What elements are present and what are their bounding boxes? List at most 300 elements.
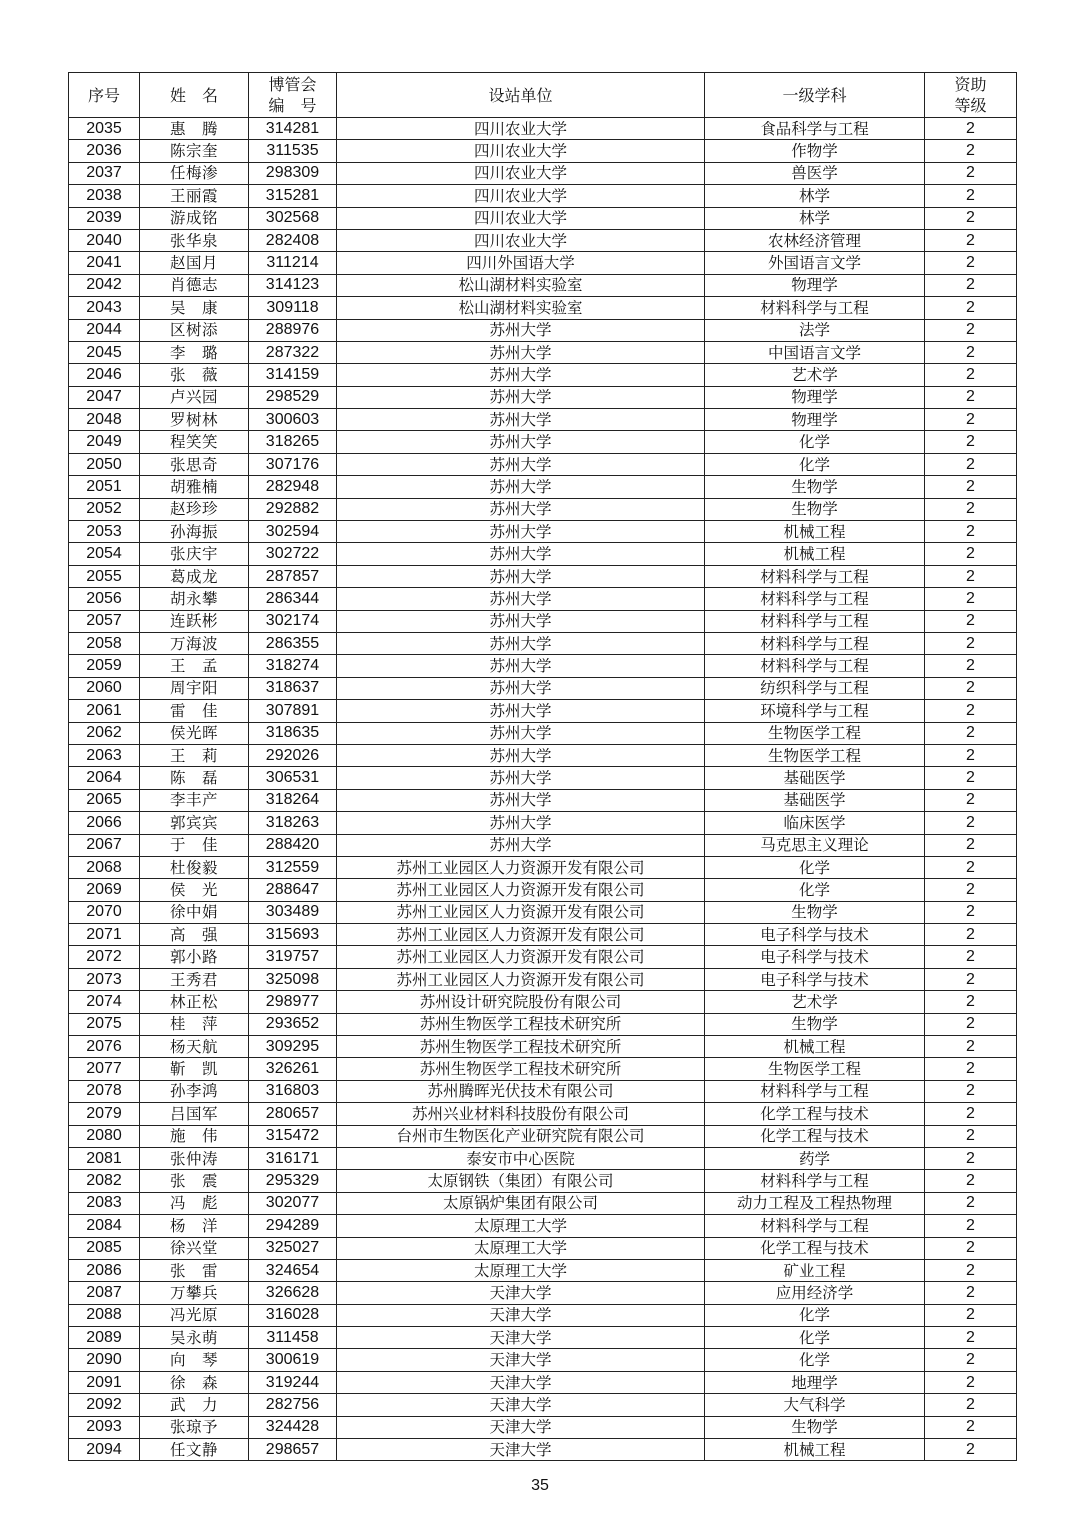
cell-seq: 2056 bbox=[69, 588, 140, 610]
cell-seq: 2066 bbox=[69, 812, 140, 834]
cell-grade: 2 bbox=[925, 677, 1017, 699]
table-row bbox=[69, 1036, 1017, 1058]
cell-code: 318265 bbox=[249, 431, 337, 453]
cell-name: 张 雷 bbox=[140, 1259, 249, 1281]
cell-subject: 应用经济学 bbox=[705, 1282, 925, 1304]
cell-name: 赵国月 bbox=[140, 252, 249, 274]
cell-name: 徐中娟 bbox=[140, 901, 249, 923]
cell-name: 胡雅楠 bbox=[140, 476, 249, 498]
cell-name: 侯光晖 bbox=[140, 722, 249, 744]
cell-code: 318263 bbox=[249, 812, 337, 834]
cell-subject: 基础医学 bbox=[705, 789, 925, 811]
cell-seq: 2067 bbox=[69, 834, 140, 856]
table-row bbox=[69, 655, 1017, 677]
cell-name: 徐兴堂 bbox=[140, 1237, 249, 1259]
table-header bbox=[69, 73, 1017, 118]
cell-unit: 天津大学 bbox=[337, 1394, 705, 1416]
cell-grade: 2 bbox=[925, 901, 1017, 923]
cell-grade: 2 bbox=[925, 207, 1017, 229]
cell-subject: 机械工程 bbox=[705, 1439, 925, 1461]
cell-grade: 2 bbox=[925, 588, 1017, 610]
cell-subject: 化学 bbox=[705, 1327, 925, 1349]
cell-code: 298309 bbox=[249, 162, 337, 184]
cell-code: 292026 bbox=[249, 744, 337, 766]
cell-unit: 苏州大学 bbox=[337, 453, 705, 475]
cell-unit: 太原理工大学 bbox=[337, 1237, 705, 1259]
table-row bbox=[69, 1416, 1017, 1438]
cell-grade: 2 bbox=[925, 1259, 1017, 1281]
cell-grade: 2 bbox=[925, 1215, 1017, 1237]
cell-grade: 2 bbox=[925, 274, 1017, 296]
cell-subject: 生物学 bbox=[705, 901, 925, 923]
table-row bbox=[69, 565, 1017, 587]
cell-code: 311535 bbox=[249, 140, 337, 162]
cell-code: 315281 bbox=[249, 185, 337, 207]
table-row bbox=[69, 1327, 1017, 1349]
cell-unit: 苏州大学 bbox=[337, 789, 705, 811]
cell-subject: 外国语言文学 bbox=[705, 252, 925, 274]
cell-name: 王秀君 bbox=[140, 968, 249, 990]
cell-seq: 2038 bbox=[69, 185, 140, 207]
cell-unit: 苏州大学 bbox=[337, 744, 705, 766]
cell-grade: 2 bbox=[925, 789, 1017, 811]
cell-subject: 材料科学与工程 bbox=[705, 297, 925, 319]
cell-unit: 苏州大学 bbox=[337, 521, 705, 543]
cell-name: 惠 腾 bbox=[140, 118, 249, 140]
cell-unit: 苏州大学 bbox=[337, 767, 705, 789]
table-row bbox=[69, 1103, 1017, 1125]
cell-name: 罗树林 bbox=[140, 409, 249, 431]
cell-seq: 2048 bbox=[69, 409, 140, 431]
cell-grade: 2 bbox=[925, 498, 1017, 520]
cell-unit: 台州市生物医化产业研究院有限公司 bbox=[337, 1125, 705, 1147]
cell-code: 300619 bbox=[249, 1349, 337, 1371]
cell-subject: 材料科学与工程 bbox=[705, 565, 925, 587]
cell-unit: 四川外国语大学 bbox=[337, 252, 705, 274]
cell-unit: 四川农业大学 bbox=[337, 229, 705, 251]
cell-seq: 2092 bbox=[69, 1394, 140, 1416]
cell-name: 郭宾宾 bbox=[140, 812, 249, 834]
cell-code: 315472 bbox=[249, 1125, 337, 1147]
cell-grade: 2 bbox=[925, 879, 1017, 901]
cell-seq: 2073 bbox=[69, 968, 140, 990]
cell-code: 303489 bbox=[249, 901, 337, 923]
cell-unit: 四川农业大学 bbox=[337, 140, 705, 162]
cell-code: 314123 bbox=[249, 274, 337, 296]
cell-name: 侯 光 bbox=[140, 879, 249, 901]
table-row bbox=[69, 1215, 1017, 1237]
cell-name: 赵珍珍 bbox=[140, 498, 249, 520]
table-row bbox=[69, 140, 1017, 162]
table-row bbox=[69, 498, 1017, 520]
table-row bbox=[69, 879, 1017, 901]
cell-subject: 艺术学 bbox=[705, 364, 925, 386]
cell-name: 吴永萌 bbox=[140, 1327, 249, 1349]
cell-unit: 苏州工业园区人力资源开发有限公司 bbox=[337, 968, 705, 990]
cell-code: 325098 bbox=[249, 968, 337, 990]
cell-name: 李 璐 bbox=[140, 341, 249, 363]
header-subject: 一级学科 bbox=[705, 73, 925, 118]
table-row bbox=[69, 1125, 1017, 1147]
table-row bbox=[69, 632, 1017, 654]
cell-name: 区树添 bbox=[140, 319, 249, 341]
cell-subject: 兽医学 bbox=[705, 162, 925, 184]
cell-name: 任文静 bbox=[140, 1439, 249, 1461]
cell-unit: 天津大学 bbox=[337, 1282, 705, 1304]
cell-seq: 2061 bbox=[69, 700, 140, 722]
cell-grade: 2 bbox=[925, 453, 1017, 475]
table-row bbox=[69, 274, 1017, 296]
cell-unit: 太原理工大学 bbox=[337, 1215, 705, 1237]
cell-subject: 农林经济管理 bbox=[705, 229, 925, 251]
cell-code: 306531 bbox=[249, 767, 337, 789]
cell-code: 324428 bbox=[249, 1416, 337, 1438]
cell-unit: 苏州生物医学工程技术研究所 bbox=[337, 1036, 705, 1058]
cell-subject: 化学工程与技术 bbox=[705, 1237, 925, 1259]
cell-code: 318264 bbox=[249, 789, 337, 811]
cell-code: 294289 bbox=[249, 1215, 337, 1237]
cell-seq: 2082 bbox=[69, 1170, 140, 1192]
cell-unit: 苏州大学 bbox=[337, 834, 705, 856]
cell-seq: 2047 bbox=[69, 386, 140, 408]
cell-grade: 2 bbox=[925, 1036, 1017, 1058]
cell-subject: 中国语言文学 bbox=[705, 341, 925, 363]
cell-subject: 生物学 bbox=[705, 476, 925, 498]
table-row bbox=[69, 700, 1017, 722]
header-row bbox=[69, 73, 1017, 118]
cell-name: 冯光原 bbox=[140, 1304, 249, 1326]
cell-code: 318274 bbox=[249, 655, 337, 677]
table-row bbox=[69, 677, 1017, 699]
cell-code: 288420 bbox=[249, 834, 337, 856]
cell-subject: 矿业工程 bbox=[705, 1259, 925, 1281]
cell-unit: 苏州生物医学工程技术研究所 bbox=[337, 1013, 705, 1035]
cell-code: 298977 bbox=[249, 991, 337, 1013]
cell-code: 326628 bbox=[249, 1282, 337, 1304]
cell-unit: 苏州大学 bbox=[337, 476, 705, 498]
cell-seq: 2060 bbox=[69, 677, 140, 699]
cell-subject: 作物学 bbox=[705, 140, 925, 162]
cell-name: 葛成龙 bbox=[140, 565, 249, 587]
cell-seq: 2076 bbox=[69, 1036, 140, 1058]
table-row bbox=[69, 924, 1017, 946]
cell-unit: 苏州大学 bbox=[337, 431, 705, 453]
cell-unit: 四川农业大学 bbox=[337, 185, 705, 207]
cell-subject: 材料科学与工程 bbox=[705, 610, 925, 632]
cell-grade: 2 bbox=[925, 812, 1017, 834]
cell-name: 冯 彪 bbox=[140, 1192, 249, 1214]
cell-seq: 2037 bbox=[69, 162, 140, 184]
cell-subject: 材料科学与工程 bbox=[705, 588, 925, 610]
cell-seq: 2063 bbox=[69, 744, 140, 766]
table-row bbox=[69, 1349, 1017, 1371]
cell-subject: 物理学 bbox=[705, 409, 925, 431]
header-unit: 设站单位 bbox=[337, 73, 705, 118]
cell-unit: 苏州大学 bbox=[337, 498, 705, 520]
cell-subject: 物理学 bbox=[705, 386, 925, 408]
cell-code: 318637 bbox=[249, 677, 337, 699]
table-row bbox=[69, 834, 1017, 856]
header-name: 姓 名 bbox=[140, 73, 249, 118]
cell-subject: 法学 bbox=[705, 319, 925, 341]
cell-seq: 2039 bbox=[69, 207, 140, 229]
cell-code: 292882 bbox=[249, 498, 337, 520]
cell-name: 游成铭 bbox=[140, 207, 249, 229]
cell-code: 286344 bbox=[249, 588, 337, 610]
cell-code: 286355 bbox=[249, 632, 337, 654]
cell-subject: 机械工程 bbox=[705, 543, 925, 565]
cell-code: 282408 bbox=[249, 229, 337, 251]
cell-grade: 2 bbox=[925, 632, 1017, 654]
cell-subject: 化学 bbox=[705, 879, 925, 901]
cell-seq: 2080 bbox=[69, 1125, 140, 1147]
cell-grade: 2 bbox=[925, 1327, 1017, 1349]
cell-seq: 2074 bbox=[69, 991, 140, 1013]
cell-code: 309295 bbox=[249, 1036, 337, 1058]
cell-grade: 2 bbox=[925, 744, 1017, 766]
header-code-line2: 编 号 bbox=[268, 96, 317, 115]
cell-grade: 2 bbox=[925, 1371, 1017, 1393]
cell-unit: 苏州工业园区人力资源开发有限公司 bbox=[337, 856, 705, 878]
table-row bbox=[69, 1147, 1017, 1169]
cell-seq: 2065 bbox=[69, 789, 140, 811]
cell-code: 325027 bbox=[249, 1237, 337, 1259]
cell-code: 280657 bbox=[249, 1103, 337, 1125]
cell-grade: 2 bbox=[925, 1237, 1017, 1259]
cell-code: 312559 bbox=[249, 856, 337, 878]
cell-grade: 2 bbox=[925, 1349, 1017, 1371]
cell-grade: 2 bbox=[925, 140, 1017, 162]
cell-name: 张庆宇 bbox=[140, 543, 249, 565]
cell-subject: 生物医学工程 bbox=[705, 744, 925, 766]
cell-grade: 2 bbox=[925, 1103, 1017, 1125]
cell-subject: 化学 bbox=[705, 453, 925, 475]
cell-grade: 2 bbox=[925, 386, 1017, 408]
cell-seq: 2079 bbox=[69, 1103, 140, 1125]
cell-code: 298657 bbox=[249, 1439, 337, 1461]
cell-subject: 电子科学与技术 bbox=[705, 924, 925, 946]
cell-grade: 2 bbox=[925, 252, 1017, 274]
cell-unit: 苏州大学 bbox=[337, 610, 705, 632]
cell-grade: 2 bbox=[925, 1394, 1017, 1416]
cell-unit: 太原锅炉集团有限公司 bbox=[337, 1192, 705, 1214]
cell-seq: 2083 bbox=[69, 1192, 140, 1214]
cell-code: 302174 bbox=[249, 610, 337, 632]
header-code-line1: 博管会 bbox=[268, 75, 317, 94]
table-row bbox=[69, 744, 1017, 766]
cell-name: 陈宗奎 bbox=[140, 140, 249, 162]
cell-grade: 2 bbox=[925, 1170, 1017, 1192]
cell-name: 王丽霞 bbox=[140, 185, 249, 207]
cell-unit: 苏州生物医学工程技术研究所 bbox=[337, 1058, 705, 1080]
cell-subject: 电子科学与技术 bbox=[705, 946, 925, 968]
cell-grade: 2 bbox=[925, 1282, 1017, 1304]
cell-name: 林正松 bbox=[140, 991, 249, 1013]
cell-code: 282948 bbox=[249, 476, 337, 498]
cell-code: 307891 bbox=[249, 700, 337, 722]
table-row bbox=[69, 118, 1017, 140]
cell-unit: 松山湖材料实验室 bbox=[337, 274, 705, 296]
cell-name: 周宇阳 bbox=[140, 677, 249, 699]
cell-name: 郭小路 bbox=[140, 946, 249, 968]
table-row bbox=[69, 1439, 1017, 1461]
header-code bbox=[249, 73, 337, 118]
table-row bbox=[69, 1237, 1017, 1259]
cell-unit: 苏州大学 bbox=[337, 386, 705, 408]
cell-code: 324654 bbox=[249, 1259, 337, 1281]
cell-subject: 林学 bbox=[705, 185, 925, 207]
cell-seq: 2052 bbox=[69, 498, 140, 520]
cell-code: 311458 bbox=[249, 1327, 337, 1349]
cell-seq: 2094 bbox=[69, 1439, 140, 1461]
table-row bbox=[69, 767, 1017, 789]
cell-seq: 2042 bbox=[69, 274, 140, 296]
cell-name: 连跃彬 bbox=[140, 610, 249, 632]
cell-code: 319757 bbox=[249, 946, 337, 968]
cell-grade: 2 bbox=[925, 767, 1017, 789]
cell-code: 288976 bbox=[249, 319, 337, 341]
cell-seq: 2075 bbox=[69, 1013, 140, 1035]
cell-name: 孙海振 bbox=[140, 521, 249, 543]
cell-seq: 2062 bbox=[69, 722, 140, 744]
table-row bbox=[69, 1259, 1017, 1281]
cell-seq: 2072 bbox=[69, 946, 140, 968]
cell-seq: 2059 bbox=[69, 655, 140, 677]
cell-subject: 动力工程及工程热物理 bbox=[705, 1192, 925, 1214]
cell-seq: 2081 bbox=[69, 1147, 140, 1169]
cell-grade: 2 bbox=[925, 610, 1017, 632]
cell-seq: 2077 bbox=[69, 1058, 140, 1080]
cell-seq: 2040 bbox=[69, 229, 140, 251]
table-row bbox=[69, 856, 1017, 878]
cell-grade: 2 bbox=[925, 700, 1017, 722]
cell-name: 万海波 bbox=[140, 632, 249, 654]
cell-grade: 2 bbox=[925, 1058, 1017, 1080]
cell-code: 302077 bbox=[249, 1192, 337, 1214]
cell-grade: 2 bbox=[925, 543, 1017, 565]
cell-subject: 生物学 bbox=[705, 498, 925, 520]
cell-unit: 太原钢铁（集团）有限公司 bbox=[337, 1170, 705, 1192]
cell-seq: 2058 bbox=[69, 632, 140, 654]
cell-subject: 机械工程 bbox=[705, 521, 925, 543]
cell-seq: 2093 bbox=[69, 1416, 140, 1438]
cell-code: 314281 bbox=[249, 118, 337, 140]
cell-name: 向 琴 bbox=[140, 1349, 249, 1371]
cell-code: 319244 bbox=[249, 1371, 337, 1393]
table-row bbox=[69, 812, 1017, 834]
table-row bbox=[69, 722, 1017, 744]
cell-subject: 药学 bbox=[705, 1147, 925, 1169]
cell-code: 311214 bbox=[249, 252, 337, 274]
cell-seq: 2036 bbox=[69, 140, 140, 162]
cell-subject: 化学 bbox=[705, 1349, 925, 1371]
cell-name: 杨天航 bbox=[140, 1036, 249, 1058]
cell-seq: 2089 bbox=[69, 1327, 140, 1349]
table-row bbox=[69, 297, 1017, 319]
cell-grade: 2 bbox=[925, 655, 1017, 677]
cell-grade: 2 bbox=[925, 341, 1017, 363]
cell-unit: 苏州大学 bbox=[337, 812, 705, 834]
cell-code: 302722 bbox=[249, 543, 337, 565]
cell-subject: 生物学 bbox=[705, 1013, 925, 1035]
table-row bbox=[69, 610, 1017, 632]
cell-seq: 2044 bbox=[69, 319, 140, 341]
cell-name: 于 佳 bbox=[140, 834, 249, 856]
cell-code: 326261 bbox=[249, 1058, 337, 1080]
cell-name: 张 震 bbox=[140, 1170, 249, 1192]
cell-name: 吕国军 bbox=[140, 1103, 249, 1125]
cell-code: 287857 bbox=[249, 565, 337, 587]
cell-grade: 2 bbox=[925, 1192, 1017, 1214]
cell-name: 雷 佳 bbox=[140, 700, 249, 722]
cell-name: 张琼予 bbox=[140, 1416, 249, 1438]
table-row bbox=[69, 946, 1017, 968]
header-grade bbox=[925, 73, 1017, 118]
table-row bbox=[69, 1394, 1017, 1416]
table-row bbox=[69, 431, 1017, 453]
cell-seq: 2046 bbox=[69, 364, 140, 386]
cell-name: 施 伟 bbox=[140, 1125, 249, 1147]
cell-seq: 2064 bbox=[69, 767, 140, 789]
header-grade-line2: 等级 bbox=[954, 96, 987, 115]
cell-name: 杨 洋 bbox=[140, 1215, 249, 1237]
cell-seq: 2091 bbox=[69, 1371, 140, 1393]
cell-unit: 苏州大学 bbox=[337, 588, 705, 610]
cell-subject: 环境科学与工程 bbox=[705, 700, 925, 722]
cell-seq: 2071 bbox=[69, 924, 140, 946]
cell-subject: 马克思主义理论 bbox=[705, 834, 925, 856]
cell-code: 316803 bbox=[249, 1080, 337, 1102]
cell-grade: 2 bbox=[925, 521, 1017, 543]
funding-table bbox=[68, 72, 1017, 1461]
cell-grade: 2 bbox=[925, 834, 1017, 856]
table-row bbox=[69, 252, 1017, 274]
cell-seq: 2049 bbox=[69, 431, 140, 453]
cell-name: 杜俊毅 bbox=[140, 856, 249, 878]
cell-grade: 2 bbox=[925, 297, 1017, 319]
cell-seq: 2088 bbox=[69, 1304, 140, 1326]
cell-unit: 苏州工业园区人力资源开发有限公司 bbox=[337, 901, 705, 923]
cell-name: 高 强 bbox=[140, 924, 249, 946]
cell-grade: 2 bbox=[925, 968, 1017, 990]
cell-subject: 材料科学与工程 bbox=[705, 1080, 925, 1102]
cell-name: 张思奇 bbox=[140, 453, 249, 475]
cell-grade: 2 bbox=[925, 185, 1017, 207]
table-row bbox=[69, 386, 1017, 408]
cell-subject: 材料科学与工程 bbox=[705, 1170, 925, 1192]
cell-grade: 2 bbox=[925, 1439, 1017, 1461]
cell-name: 任梅渗 bbox=[140, 162, 249, 184]
table-row bbox=[69, 1013, 1017, 1035]
cell-unit: 苏州大学 bbox=[337, 341, 705, 363]
table-row bbox=[69, 409, 1017, 431]
cell-name: 李丰产 bbox=[140, 789, 249, 811]
cell-unit: 天津大学 bbox=[337, 1327, 705, 1349]
table-row bbox=[69, 1282, 1017, 1304]
table-row bbox=[69, 207, 1017, 229]
cell-grade: 2 bbox=[925, 722, 1017, 744]
cell-subject: 生物医学工程 bbox=[705, 722, 925, 744]
cell-name: 程笑笑 bbox=[140, 431, 249, 453]
table-row bbox=[69, 1304, 1017, 1326]
cell-name: 肖德志 bbox=[140, 274, 249, 296]
cell-grade: 2 bbox=[925, 856, 1017, 878]
cell-subject: 艺术学 bbox=[705, 991, 925, 1013]
cell-unit: 松山湖材料实验室 bbox=[337, 297, 705, 319]
cell-unit: 苏州大学 bbox=[337, 543, 705, 565]
cell-unit: 四川农业大学 bbox=[337, 118, 705, 140]
cell-unit: 天津大学 bbox=[337, 1416, 705, 1438]
